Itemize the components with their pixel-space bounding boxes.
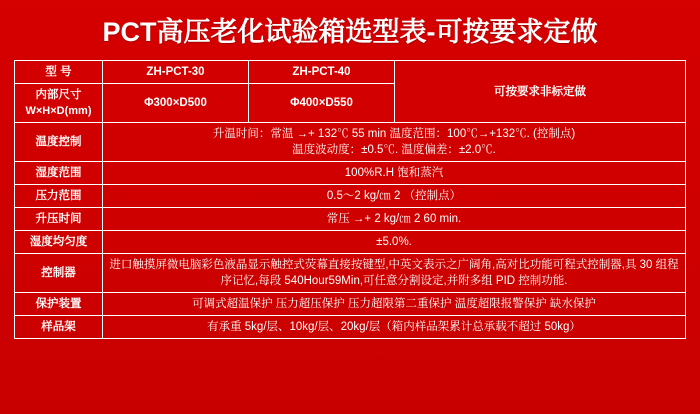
cell-humidity-range: 100%R.H 饱和蒸汽 <box>103 162 686 185</box>
cell-temperature-control <box>103 123 686 162</box>
row-label-internal-size-sub: W×H×D(mm) <box>25 105 92 117</box>
row-label-controller: 控制器 <box>15 254 103 293</box>
table-row <box>15 254 686 293</box>
table-row <box>15 208 686 231</box>
row-label-humidity-uniformity: 湿度均匀度 <box>15 231 103 254</box>
table-row <box>15 316 686 339</box>
table-row <box>15 162 686 185</box>
temperature-line-2: 温度波动度：±0.5℃. 温度偏差：±2.0℃. <box>292 144 496 156</box>
table-row <box>15 231 686 254</box>
row-label-pressure-range: 压力范围 <box>15 185 103 208</box>
cell-pressure-range: 0.5～2 kg/㎝ 2 （控制点） <box>103 185 686 208</box>
row-label-pressure-rise-time: 升压时间 <box>15 208 103 231</box>
page-title: PCT高压老化试验箱选型表-可按要求定做 <box>102 17 598 47</box>
row-label-model: 型 号 <box>15 61 103 84</box>
row-label-protection-devices: 保护装置 <box>15 293 103 316</box>
cell-controller <box>103 254 686 293</box>
cell-custom-note: 可按要求非标定做 <box>395 61 686 123</box>
row-label-temperature-control: 温度控制 <box>15 123 103 162</box>
cell-size-30: Φ300×D500 <box>103 84 249 123</box>
cell-humidity-uniformity: ±5.0%. <box>103 231 686 254</box>
row-label-humidity-range: 湿度范围 <box>15 162 103 185</box>
table-row <box>15 185 686 208</box>
cell-sample-rack: 有承重 5kg/层、10kg/层、20kg/层（箱内样品架累计总承载不超过 50kg） <box>103 316 686 339</box>
cell-model-30: ZH-PCT-30 <box>103 61 249 84</box>
cell-protection-devices: 可调式超温保护 压力超压保护 压力超限第二重保护 温度超限报警保护 缺水保护 <box>103 293 686 316</box>
controller-line-1: 进口触摸屏微电脑彩色液晶显示触控式荧幕直接按键型,中英文表示之广阔角,高对比功能可程式控制器,具 30 组程 <box>109 259 679 271</box>
cell-model-40: ZH-PCT-40 <box>249 61 395 84</box>
controller-line-2: 序记忆,每段 540Hour59Min,可任意分割设定,并附多组 PID 控制功能. <box>220 275 568 287</box>
row-label-internal-size <box>15 84 103 123</box>
table-row <box>15 61 686 84</box>
temperature-line-1: 升温时间：常温 →+ 132℃ 55 min 温度范围：100℃→+132℃. (控制点) <box>212 128 576 140</box>
row-label-internal-size-main: 内部尺寸 <box>35 89 82 101</box>
row-label-sample-rack: 样品架 <box>15 316 103 339</box>
cell-pressure-rise-time: 常压 →+ 2 kg/㎝ 2 60 min. <box>103 208 686 231</box>
cell-size-40: Φ400×D550 <box>249 84 395 123</box>
specification-table <box>14 60 686 339</box>
table-row <box>15 123 686 162</box>
table-row <box>15 293 686 316</box>
